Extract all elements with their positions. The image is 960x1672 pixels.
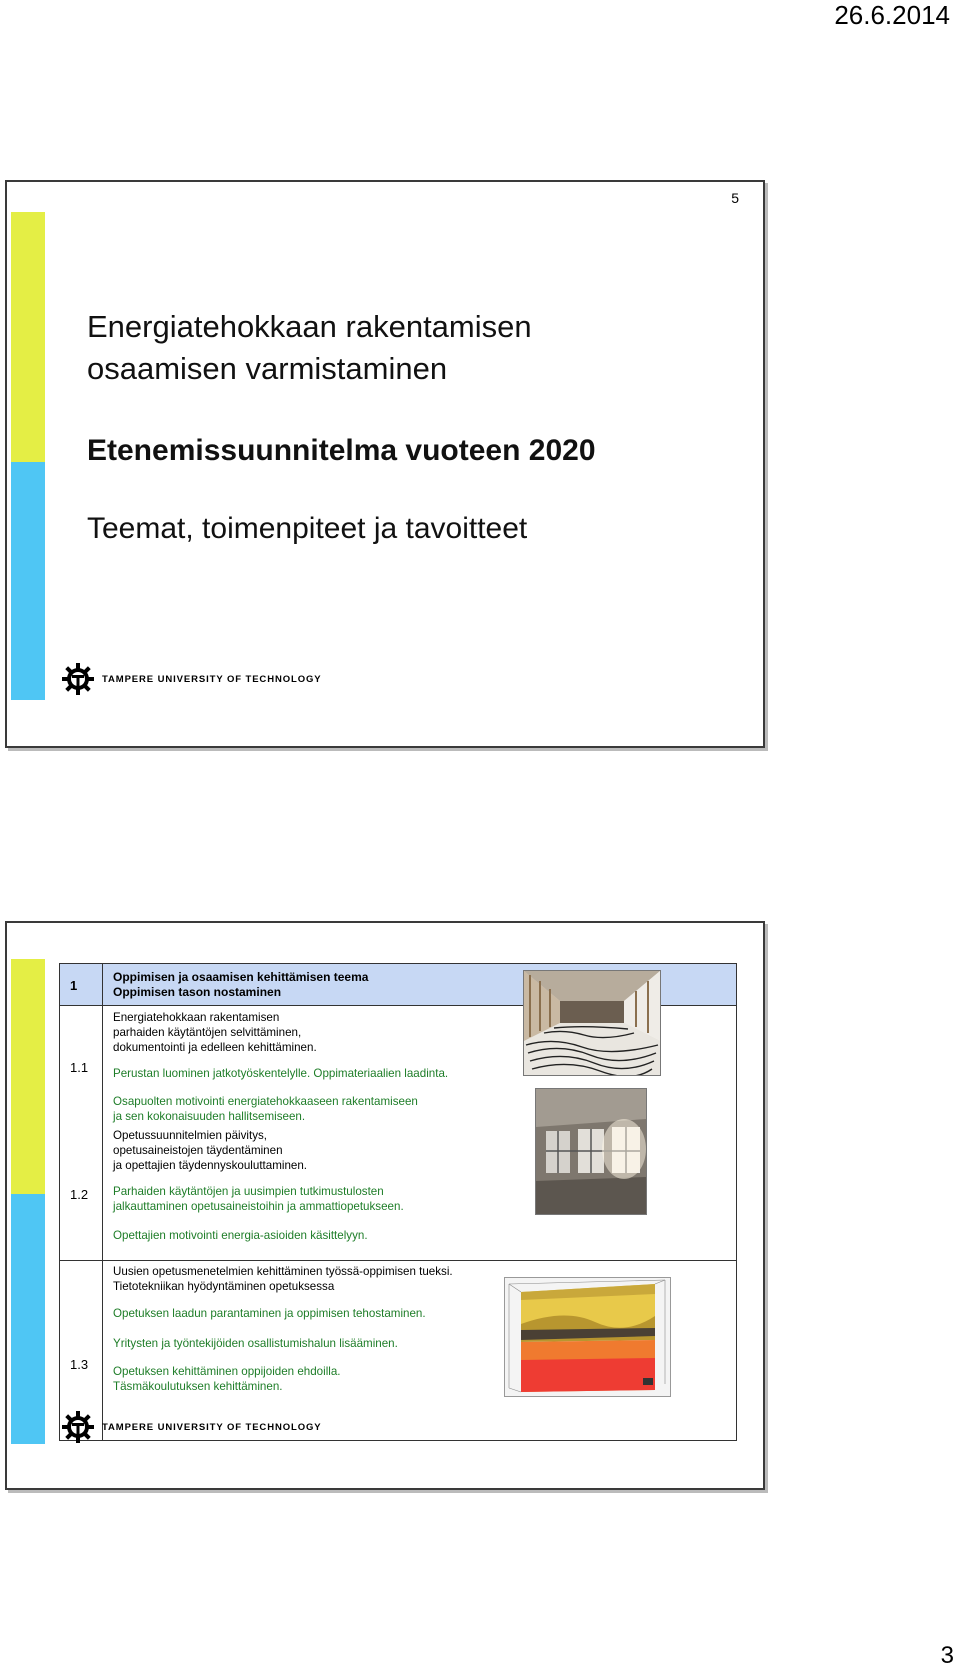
- photo-interior-room: [535, 1088, 647, 1215]
- table-row-text: Opetuksen laadun parantaminen ja oppimisen tehostaminen.: [113, 1307, 426, 1320]
- gear-logo-icon: [61, 1410, 95, 1444]
- table-row-text: opetusaineistojen täydentäminen: [113, 1144, 283, 1157]
- table-row-text: Uusien opetusmenetelmien kehittäminen työssä-oppimisen tueksi.: [113, 1265, 453, 1278]
- header-line-2: Oppimisen tason nostaminen: [113, 985, 282, 999]
- column-divider: [102, 964, 103, 1440]
- table-row-text: Perustan luominen jatkotyöskentelylle. Oppimateriaalien laadinta.: [113, 1067, 449, 1080]
- table-row-text: Yritysten ja työntekijöiden osallistumishalun lisääminen.: [113, 1337, 398, 1350]
- header-title: [113, 970, 368, 1000]
- tut-logo: [61, 662, 322, 696]
- page-number: 3: [940, 1642, 954, 1669]
- table-row-text: Parhaiden käytäntöjen ja uusimpien tutkimustulosten: [113, 1185, 384, 1198]
- tut-logo: [61, 1410, 322, 1444]
- slide-theme-table: [5, 921, 765, 1490]
- row-number: 1.3: [70, 1357, 89, 1372]
- slide-subtitle-bold: Etenemissuunnitelma vuoteen 2020: [87, 434, 596, 467]
- photo-thermal-simulation: [504, 1277, 671, 1397]
- slide-title: [5, 180, 765, 748]
- accent-bar-cyan: [11, 462, 45, 700]
- slide-title-text: [87, 306, 532, 390]
- table-row-text: Energiatehokkaan rakentamisen: [113, 1011, 280, 1024]
- row-divider: [60, 1260, 736, 1261]
- row-number: 1.2: [70, 1187, 89, 1202]
- tut-logo-text: TAMPERE UNIVERSITY OF TECHNOLOGY: [102, 1421, 322, 1433]
- photo-floor-heating: [523, 970, 661, 1076]
- print-date: 26.6.2014: [834, 0, 950, 30]
- accent-bar-yellow: [11, 959, 45, 1194]
- header-line-1: Oppimisen ja osaamisen kehittämisen teema: [113, 970, 369, 984]
- table-row-text: Tietotekniikan hyödyntäminen opetuksessa: [113, 1280, 335, 1293]
- table-row-text: parhaiden käytäntöjen selvittäminen,: [113, 1026, 302, 1039]
- interior-room-image: [536, 1089, 646, 1214]
- table-row-text: Opetussuunnitelmien päivitys,: [113, 1129, 268, 1142]
- table-row-text: Opetuksen kehittäminen oppijoiden ehdoilla.: [113, 1365, 341, 1378]
- header-number: 1: [70, 978, 78, 993]
- table-row-text: ja sen kokonaisuuden hallitsemiseen.: [113, 1110, 306, 1123]
- table-row-text: Osapuolten motivointi energiatehokkaaseen rakentamiseen: [113, 1095, 418, 1108]
- gear-logo-icon: [61, 662, 95, 696]
- accent-bar-cyan: [11, 1194, 45, 1444]
- slide-number: 5: [731, 190, 739, 206]
- row-number: 1.1: [70, 1060, 89, 1075]
- accent-bar-yellow: [11, 212, 45, 462]
- tut-logo-text: TAMPERE UNIVERSITY OF TECHNOLOGY: [102, 673, 322, 685]
- thermal-simulation-image: [505, 1278, 670, 1396]
- table-row-text: jalkauttaminen opetusaineistoihin ja ammattiopetukseen.: [113, 1200, 404, 1213]
- table-row-text: Opettajien motivointi energia-asioiden käsittelyyn.: [113, 1229, 368, 1242]
- title-line-2: osaamisen varmistaminen: [87, 351, 448, 386]
- floor-heating-image: [524, 971, 660, 1075]
- table-row-text: ja opettajien täydennyskouluttaminen.: [113, 1159, 308, 1172]
- table-row-text: dokumentointi ja edelleen kehittäminen.: [113, 1041, 317, 1054]
- title-line-1: Energiatehokkaan rakentamisen: [87, 309, 532, 344]
- slide-subtitle: Teemat, toimenpiteet ja tavoitteet: [87, 512, 528, 545]
- table-row-text: Täsmäkoulutuksen kehittäminen.: [113, 1380, 283, 1393]
- theme-table: [59, 963, 737, 1441]
